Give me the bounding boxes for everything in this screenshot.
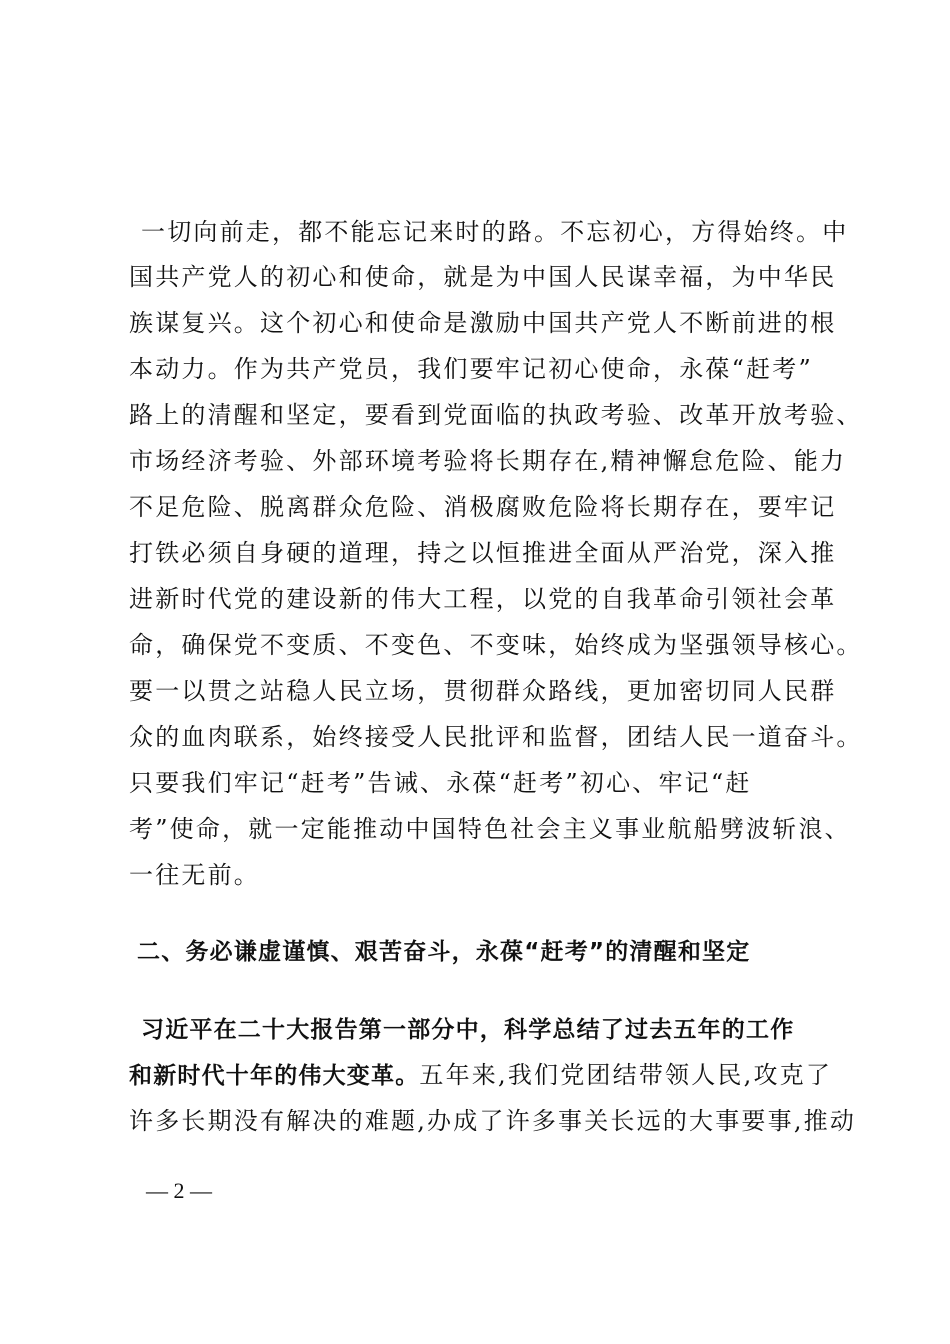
paragraph-line: 市场经济考验、外部环境考验将长期存在,精神懈怠危险、能力	[129, 447, 847, 475]
paragraph-line: 族谋复兴。这个初心和使命是激励中国共产党人不断前进的根	[129, 309, 837, 337]
paragraph-line	[129, 1057, 832, 1094]
paragraph-line: 只要我们牢记“赶考”告诫、永葆“赶考”初心、牢记“赶	[129, 769, 752, 797]
paragraph-line: 考”使命，就一定能推动中国特色社会主义事业航船劈波斩浪、	[129, 815, 851, 843]
paragraph-line: 打铁必须自身硬的道理，持之以恒推进全面从严治党，深入推	[129, 539, 837, 567]
body-text: 五年来,我们党团结带领人民,攻克了	[419, 1061, 833, 1089]
paragraph-line: 命，确保党不变质、不变色、不变味，始终成为坚强领导核心。	[129, 631, 863, 659]
paragraph-line: 要一以贯之站稳人民立场，贯彻群众路线，更加密切同人民群	[129, 677, 837, 705]
paragraph-line: 一切向前走，都不能忘记来时的路。不忘初心，方得始终。中	[141, 218, 849, 246]
section-heading: 二、务必谦虚谨慎、艰苦奋斗，永葆“赶考”的清醒和坚定	[137, 939, 751, 965]
paragraph-line: 进新时代党的建设新的伟大工程，以党的自我革命引领社会革	[129, 585, 837, 613]
paragraph-line: 许多长期没有解决的难题,办成了许多事关长远的大事要事,推动	[129, 1107, 857, 1135]
bold-text: 和新时代十年的伟大变革。	[129, 1063, 420, 1089]
paragraph-line: 一往无前。	[129, 861, 260, 889]
paragraph-line: 本动力。作为共产党员，我们要牢记初心使命，永葆“赶考”	[129, 355, 813, 383]
paragraph-line: 国共产党人的初心和使命，就是为中国人民谋幸福，为中华民	[129, 263, 837, 291]
paragraph-line: 不足危险、脱离群众危险、消极腐败危险将长期存在，要牢记	[129, 493, 837, 521]
bold-text: 习近平在二十大报告第一部分中，科学总结了过去五年的工作	[141, 1017, 795, 1043]
paragraph-line: 众的血肉联系，始终接受人民批评和监督，团结人民一道奋斗。	[129, 723, 863, 751]
paragraph-line	[141, 1011, 794, 1048]
page-number: — 2 —	[146, 1178, 212, 1203]
paragraph-line: 路上的清醒和坚定，要看到党面临的执政考验、改革开放考验、	[129, 401, 863, 429]
